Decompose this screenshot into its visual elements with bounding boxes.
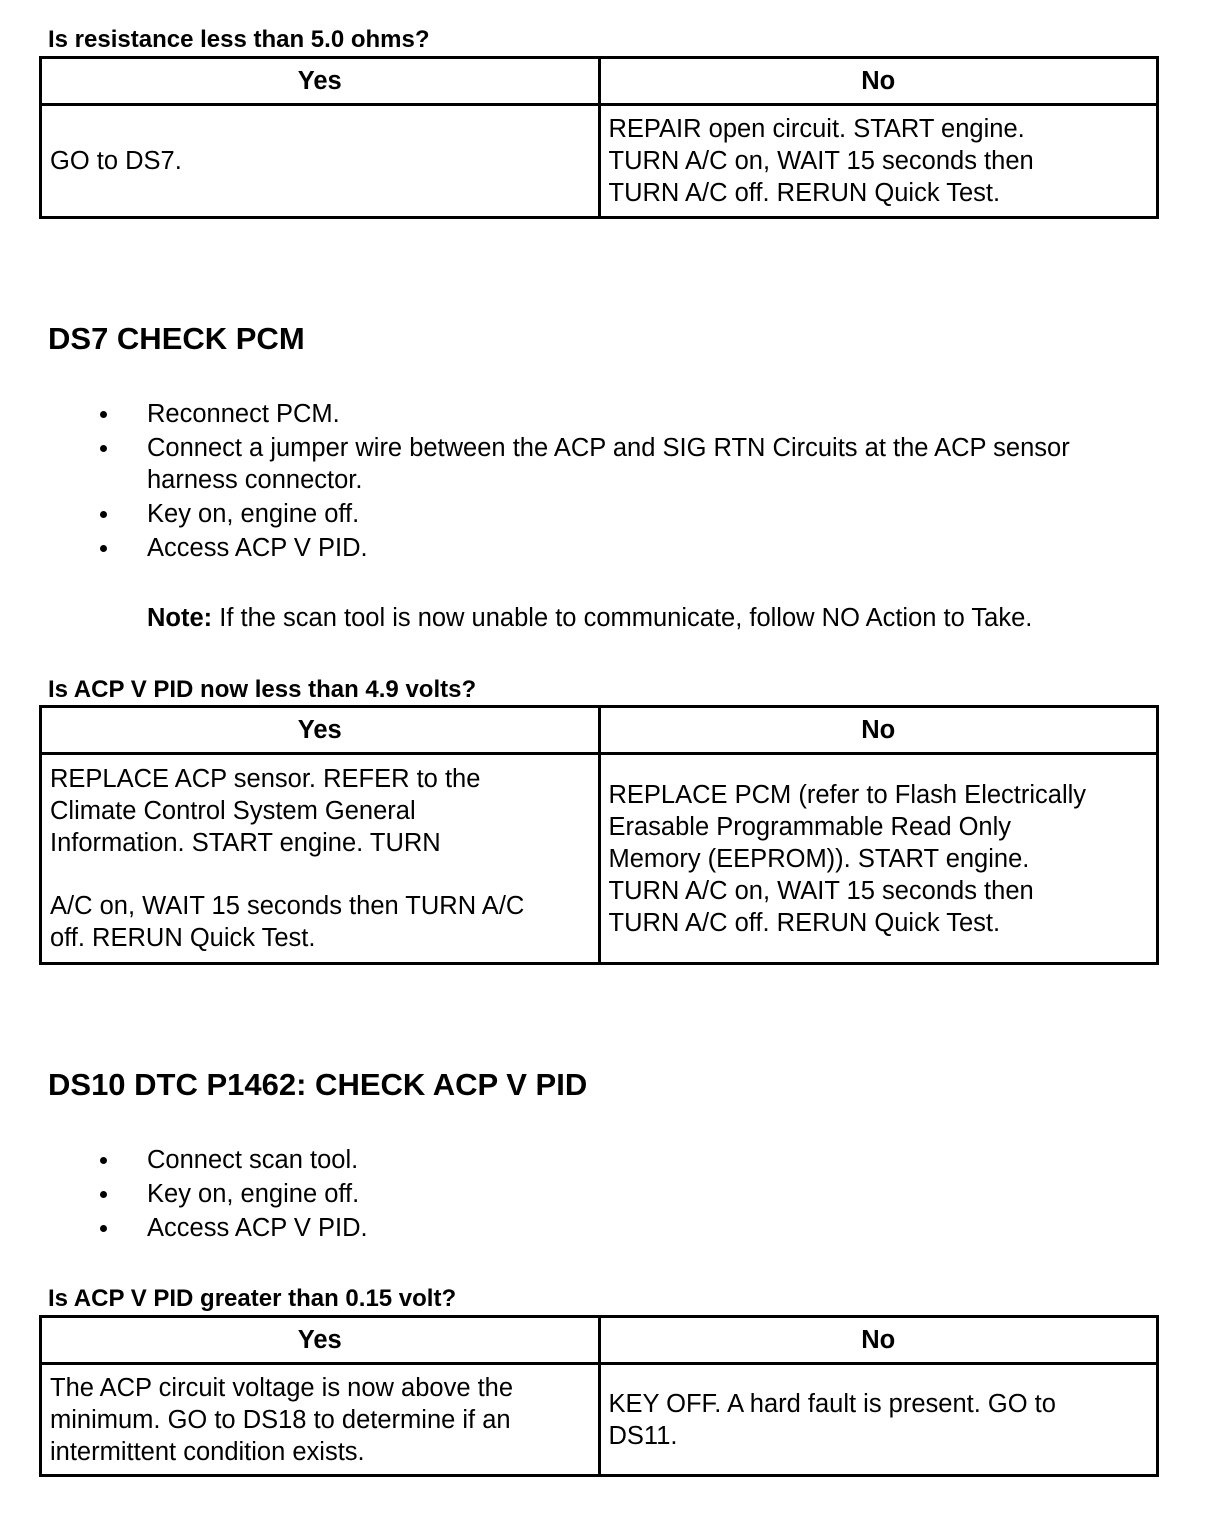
list-item-text: Key on, engine off. — [147, 1180, 360, 1208]
no-action-line: DS11. — [608, 1421, 678, 1450]
yes-action — [41, 105, 600, 218]
no-action-line: Memory (EEPROM)). START engine. — [608, 844, 1030, 873]
yes-action-line: minimum. GO to DS18 to determine if an — [50, 1405, 511, 1434]
yes-header: Yes — [41, 707, 600, 754]
yes-action-text: GO to DS7. — [50, 147, 182, 175]
ds7-note — [147, 602, 1032, 634]
note-text: If the scan tool is now unable to communicate, follow NO Action to Take. — [212, 604, 1033, 632]
question-acp-greater-0-15: Is ACP V PID greater than 0.15 volt? — [48, 1285, 457, 1312]
list-item-text: Connect scan tool. — [147, 1146, 359, 1174]
ds7-steps — [0, 398, 1216, 566]
yes-action-line: The ACP circuit voltage is now above the — [50, 1373, 514, 1402]
list-item — [0, 398, 1216, 430]
yes-action-line: A/C on, WAIT 15 seconds then TURN A/C — [50, 892, 525, 920]
note-label: Note: — [147, 604, 213, 632]
list-item — [0, 498, 1216, 530]
no-action-line: Erasable Programmable Read Only — [608, 812, 1012, 841]
no-header: No — [599, 58, 1158, 105]
yes-header: Yes — [41, 1317, 600, 1364]
yes-action-line: REPLACE ACP sensor. REFER to the — [50, 765, 481, 793]
no-action-line: REPLACE PCM (refer to Flash Electrically — [608, 780, 1087, 809]
decision-table-ds7 — [39, 705, 1159, 965]
yes-action-line: intermittent condition exists. — [50, 1437, 365, 1466]
no-action-line: TURN A/C off. RERUN Quick Test. — [608, 179, 1001, 207]
yes-action — [41, 754, 600, 964]
list-item-text: Reconnect PCM. — [147, 400, 340, 428]
list-item — [0, 1212, 1216, 1244]
section-heading-ds10: DS10 DTC P1462: CHECK ACP V PID — [48, 1067, 588, 1102]
no-action — [599, 1364, 1158, 1476]
yes-action — [41, 1364, 600, 1476]
no-action-line: TURN A/C on, WAIT 15 seconds then — [608, 147, 1034, 175]
question-acp-less-4-9: Is ACP V PID now less than 4.9 volts? — [48, 676, 477, 703]
yes-action-line: Information. START engine. TURN — [50, 829, 441, 857]
list-item — [0, 532, 1216, 564]
no-action-line: KEY OFF. A hard fault is present. GO to — [608, 1389, 1056, 1418]
bullet-icon — [100, 511, 107, 518]
decision-table-resistance — [39, 56, 1159, 219]
ds10-steps — [0, 1144, 1216, 1246]
bullet-icon — [100, 545, 107, 552]
no-action-line: REPAIR open circuit. START engine. — [608, 115, 1025, 143]
decision-table-ds10 — [39, 1315, 1159, 1477]
no-action-line: TURN A/C on, WAIT 15 seconds then — [608, 876, 1034, 905]
no-action-line: TURN A/C off. RERUN Quick Test. — [608, 908, 1001, 937]
list-item-text: Access ACP V PID. — [147, 1214, 368, 1242]
list-item-text-continued: harness connector. — [147, 466, 363, 494]
no-header: No — [599, 1317, 1158, 1364]
list-item-text: Key on, engine off. — [147, 500, 360, 528]
bullet-icon — [100, 411, 107, 418]
no-action — [599, 754, 1158, 964]
no-header: No — [599, 707, 1158, 754]
bullet-icon — [100, 1191, 107, 1198]
list-item — [0, 1178, 1216, 1210]
yes-action-line: off. RERUN Quick Test. — [50, 924, 316, 952]
section-heading-ds7: DS7 CHECK PCM — [48, 321, 305, 356]
list-item-text: Connect a jumper wire between the ACP and SIG RTN Circuits at the ACP sensor — [147, 434, 1070, 462]
list-item — [0, 432, 1216, 496]
list-item-text: Access ACP V PID. — [147, 534, 368, 562]
yes-header: Yes — [41, 58, 600, 105]
list-item — [0, 1144, 1216, 1176]
bullet-icon — [100, 1157, 107, 1164]
yes-action-line: Climate Control System General — [50, 797, 416, 825]
bullet-icon — [100, 445, 107, 452]
question-resistance: Is resistance less than 5.0 ohms? — [48, 26, 430, 53]
no-action — [599, 105, 1158, 218]
bullet-icon — [100, 1225, 107, 1232]
